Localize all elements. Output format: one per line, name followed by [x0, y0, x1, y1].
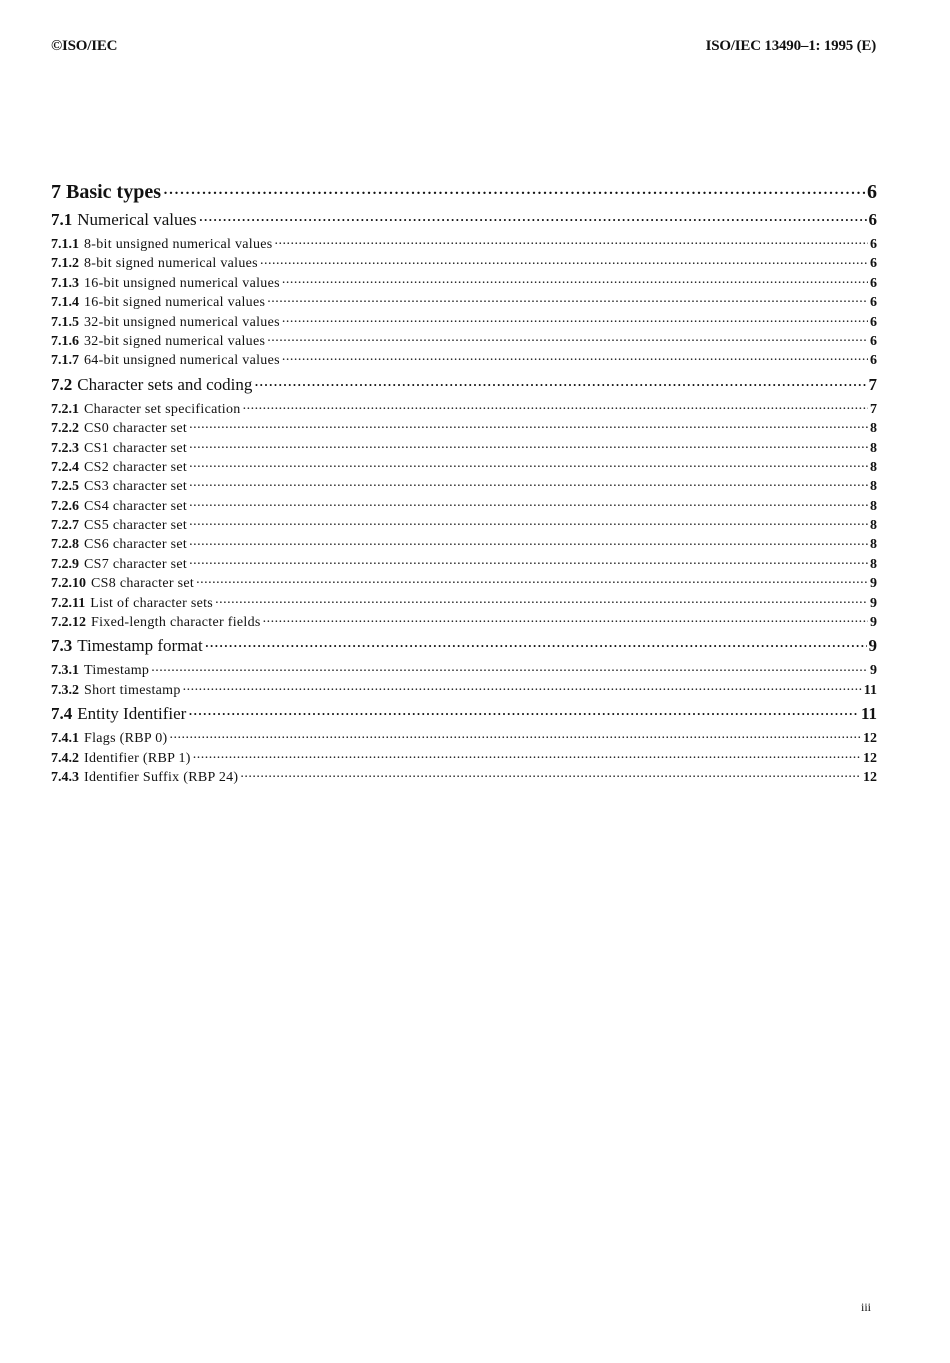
toc-entry[interactable] — [51, 728, 877, 747]
toc-dot-leader — [254, 373, 866, 390]
toc-entry-title: CS2 character set — [84, 459, 188, 475]
toc-entry-number: 7.2 — [51, 374, 73, 394]
toc-dot-leader — [196, 573, 868, 587]
toc-entry[interactable] — [51, 573, 877, 592]
toc-entry-page: 6 — [870, 275, 877, 291]
toc-entry[interactable] — [51, 418, 877, 437]
toc-entry[interactable] — [51, 767, 877, 786]
toc-entry-page: 12 — [863, 731, 877, 747]
toc-dot-leader — [189, 438, 868, 452]
toc-entry-page: 12 — [863, 750, 877, 766]
toc-entry-title: CS1 character set — [84, 440, 188, 456]
toc-dot-leader — [170, 728, 861, 742]
toc-entry-number: 7.1.1 — [51, 237, 79, 252]
toc-entry-title: CS6 character set — [84, 537, 188, 553]
toc-entry[interactable] — [51, 234, 877, 253]
toc-dot-leader — [282, 273, 868, 287]
toc-entry-title: Identifier Suffix (RBP 24) — [84, 769, 239, 785]
toc-dot-leader — [267, 292, 868, 306]
toc-entry-page: 11 — [863, 682, 877, 698]
toc-dot-leader — [199, 208, 867, 225]
toc-entry-page: 6 — [870, 237, 877, 252]
toc-dot-leader — [282, 312, 868, 326]
toc-entry-title: CS4 character set — [84, 498, 188, 514]
toc-entry[interactable] — [51, 476, 877, 495]
toc-entry-page: 9 — [870, 615, 877, 631]
toc-entry-page: 6 — [870, 314, 877, 330]
toc-dot-leader — [189, 476, 868, 490]
toc-entry-page: 9 — [870, 576, 877, 592]
toc-dot-leader — [243, 399, 868, 413]
toc-entry[interactable] — [51, 399, 877, 418]
toc-entry-page: 7 — [870, 401, 877, 417]
toc-dot-leader — [189, 534, 868, 548]
toc-entry-page: 6 — [870, 256, 877, 272]
toc-entry-number: 7.2.6 — [51, 498, 79, 514]
header-copyright: ©ISO/IEC — [51, 38, 118, 54]
toc-entry-page: 8 — [870, 440, 877, 456]
toc-dot-leader — [193, 748, 861, 762]
toc-entry-title: 32-bit unsigned numerical values — [84, 314, 280, 330]
toc-entry-number: 7.3 — [51, 636, 73, 656]
toc-dot-leader — [189, 554, 868, 568]
toc-entry-title: Flags (RBP 0) — [84, 731, 168, 747]
toc-entry-number: 7.2.10 — [51, 576, 86, 592]
toc-entry-title: 16-bit signed numerical values — [84, 295, 266, 311]
toc-entry-title: Character sets and coding — [77, 374, 253, 394]
toc-dot-leader — [240, 767, 861, 781]
toc-entry-number: 7.2.11 — [51, 595, 86, 611]
toc-entry-number: 7.1.5 — [51, 314, 79, 330]
toc-entry[interactable] — [51, 702, 877, 726]
toc-entry[interactable] — [51, 253, 877, 272]
toc-entry-number: 7.4.3 — [51, 769, 79, 785]
toc-dot-leader — [151, 660, 868, 674]
toc-entry-page: 6 — [870, 333, 877, 349]
toc-dot-leader — [188, 702, 859, 719]
toc-entry-number: 7.2.4 — [51, 459, 79, 475]
toc-entry-number: 7.1.4 — [51, 295, 79, 311]
toc-entry[interactable] — [51, 292, 877, 311]
toc-entry-number: 7.2.12 — [51, 615, 86, 631]
toc-entry-page: 11 — [860, 704, 877, 724]
toc-entry-page: 9 — [870, 595, 877, 611]
toc-dot-leader — [189, 457, 868, 471]
toc-entry-page: 8 — [870, 479, 877, 495]
toc-entry-page: 6 — [870, 295, 877, 311]
toc-entry-title: Timestamp — [84, 663, 150, 679]
toc-entry-title: Entity Identifier — [77, 704, 187, 724]
toc-dot-leader — [275, 234, 868, 248]
toc-entry-page: 6 — [870, 353, 877, 369]
toc-entry-page: 8 — [870, 556, 877, 572]
toc-entry-title: 8-bit unsigned numerical values — [84, 237, 273, 252]
toc-entry-number: 7.4 — [51, 704, 73, 724]
toc-entry[interactable] — [51, 634, 877, 658]
toc-entry-title: Short timestamp — [84, 682, 181, 698]
toc-entry[interactable] — [51, 373, 877, 397]
toc-entry-page: 8 — [870, 498, 877, 514]
toc-entry-page: 12 — [863, 769, 877, 785]
toc-entry[interactable] — [51, 273, 877, 292]
toc-entry-title: CS8 character set — [91, 576, 195, 592]
toc-entry-title: Timestamp format — [77, 636, 203, 656]
toc-entry-title: Numerical values — [77, 210, 197, 229]
toc-entry-number: 7.1.3 — [51, 275, 79, 291]
toc-entry[interactable] — [51, 515, 877, 534]
toc-entry-number: 7.2.3 — [51, 440, 79, 456]
toc-entry-number: 7.1.7 — [51, 353, 79, 369]
toc-entry-number: 7.1.6 — [51, 333, 79, 349]
toc-dot-leader — [183, 680, 862, 694]
toc-entry-number: 7.2.5 — [51, 479, 79, 495]
toc-entry-page: 8 — [870, 518, 877, 534]
toc-entry[interactable] — [51, 593, 877, 612]
toc-entry[interactable] — [51, 496, 877, 515]
toc-entry-number: 7 — [51, 181, 61, 203]
toc-entry[interactable] — [51, 748, 877, 767]
toc-entry-number: 7.2.1 — [51, 401, 79, 417]
toc-entry-title: 8-bit signed numerical values — [84, 256, 258, 272]
toc-entry-number: 7.1 — [51, 210, 73, 229]
toc-entry-page: 7 — [868, 374, 877, 394]
toc-entry-number: 7.2.9 — [51, 556, 79, 572]
toc-entry-title: CS7 character set — [84, 556, 188, 572]
toc-entry[interactable] — [51, 554, 877, 573]
toc-entry-page: 8 — [870, 537, 877, 553]
toc-entry-page: 9 — [868, 636, 877, 656]
toc-entry-page: 6 — [868, 210, 877, 229]
toc-dot-leader — [282, 350, 868, 364]
toc-entry[interactable] — [51, 534, 877, 553]
toc-entry[interactable] — [51, 208, 877, 232]
toc-entry[interactable] — [51, 312, 877, 331]
toc-entry-number: 7.3.2 — [51, 682, 79, 698]
toc-entry-title: Character set specification — [84, 401, 241, 417]
toc-dot-leader — [263, 612, 868, 626]
toc-entry[interactable] — [51, 331, 877, 350]
header-standard-id: ISO/IEC 13490–1: 1995 (E) — [705, 38, 876, 54]
toc-entry-page: 6 — [867, 181, 877, 203]
toc-dot-leader — [189, 418, 868, 432]
table-of-contents — [51, 178, 877, 786]
toc-entry-title: 32-bit signed numerical values — [84, 333, 266, 349]
toc-entry-number: 7.4.1 — [51, 731, 79, 747]
toc-entry-title: Identifier (RBP 1) — [84, 750, 191, 766]
toc-dot-leader — [163, 178, 865, 198]
toc-entry[interactable] — [51, 612, 877, 631]
toc-dot-leader — [215, 593, 868, 607]
toc-entry-title: CS3 character set — [84, 479, 188, 495]
toc-dot-leader — [267, 331, 868, 345]
toc-entry[interactable] — [51, 660, 877, 679]
toc-entry-title: CS5 character set — [84, 518, 188, 534]
page-number: iii — [860, 1300, 871, 1314]
toc-entry-number: 7.4.2 — [51, 750, 79, 766]
toc-entry-number: 7.2.2 — [51, 421, 79, 437]
toc-entry-number: 7.3.1 — [51, 663, 79, 679]
toc-entry-page: 8 — [870, 421, 877, 437]
toc-entry-page: 8 — [870, 459, 877, 475]
toc-dot-leader — [189, 515, 868, 529]
toc-entry-title: Basic types — [66, 181, 161, 203]
toc-dot-leader — [189, 496, 868, 510]
toc-entry-number: 7.2.7 — [51, 518, 79, 534]
toc-dot-leader — [205, 634, 867, 651]
toc-entry[interactable] — [51, 350, 877, 369]
toc-entry-number: 7.2.8 — [51, 537, 79, 553]
toc-entry-title: CS0 character set — [84, 421, 188, 437]
toc-entry[interactable] — [51, 438, 877, 457]
toc-entry-title: Fixed-length character fields — [91, 615, 261, 631]
toc-entry[interactable] — [51, 178, 877, 205]
toc-entry-number: 7.1.2 — [51, 256, 79, 272]
toc-entry[interactable] — [51, 680, 877, 699]
toc-entry[interactable] — [51, 457, 877, 476]
toc-entry-title: List of character sets — [90, 595, 214, 611]
toc-entry-title: 64-bit unsigned numerical values — [84, 353, 280, 369]
toc-dot-leader — [260, 253, 868, 267]
toc-entry-page: 9 — [870, 663, 877, 679]
toc-entry-title: 16-bit unsigned numerical values — [84, 275, 280, 291]
